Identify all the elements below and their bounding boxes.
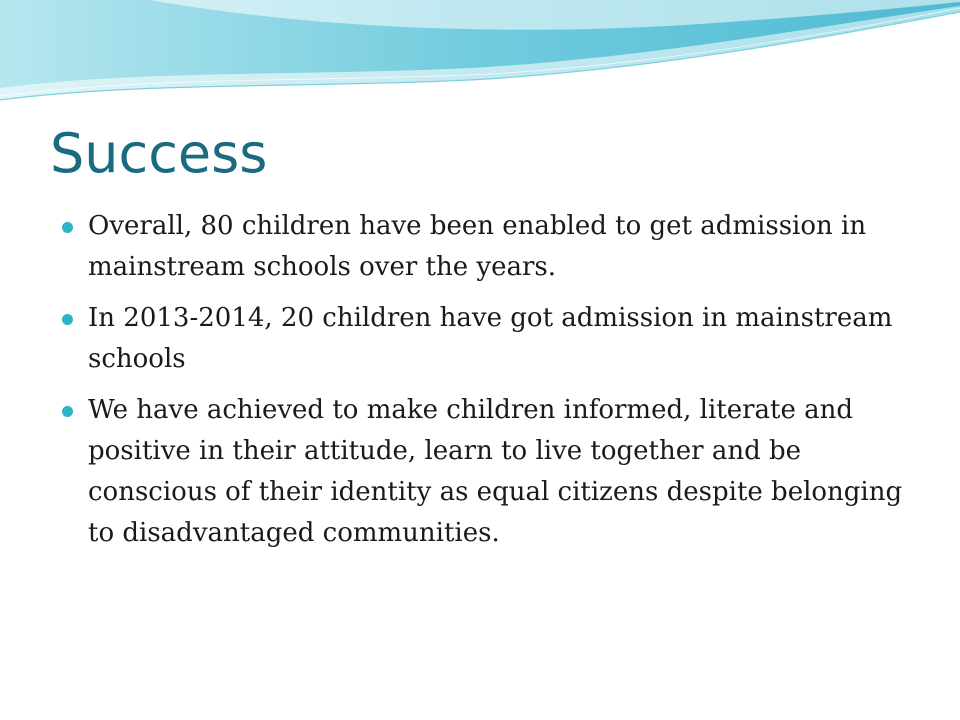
bullet-text: In 2013-2014, 20 children have got admission in mainstream schools [88,303,893,374]
bullet-dot-icon [62,222,73,233]
slide-title: Success [50,122,268,185]
bullet-item [62,390,922,554]
bullet-dot-icon [62,314,73,325]
bullet-item [62,206,922,288]
bullet-item [62,298,922,380]
bullet-text: We have achieved to make children informed, literate and positive in their attitude, learn to live together and be conscious of their identity as equal citizens despite belonging to disadvantaged communities. [88,395,903,548]
bullet-dot-icon [62,406,73,417]
bullet-text: Overall, 80 children have been enabled to get admission in mainstream schools over the years. [88,211,867,282]
bullet-list [62,206,922,564]
wave-header-decoration [0,0,960,110]
